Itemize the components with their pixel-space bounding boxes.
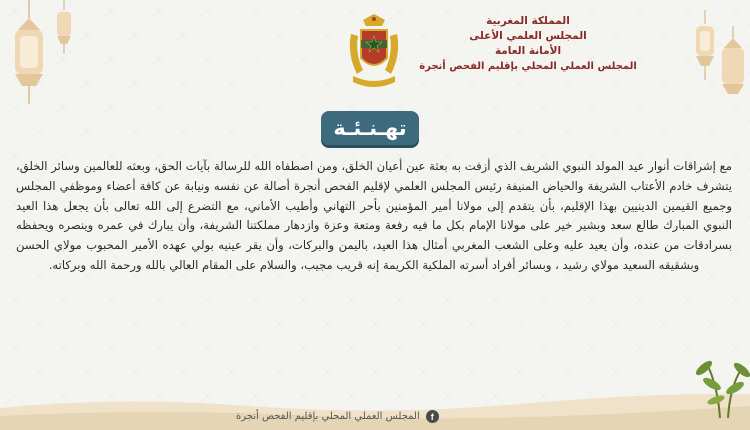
congratulation-message: مع إشراقات أنوار عيد المولد النبوي الشريف الذي أزفت به بعثة عين أعيان الخلق، ومن اصطفاه الله للرسالة بآيات الحق، وبعثه للعالمين وسائر الخلق، يتشرف خادم الأعتاب الشريفة والحياض المنيفة رئيس المجلس العلمي لإقليم الفحص أنجرة أصالة عن نفسه ونيابة عن كافة أعضاء وموظفي المجلس وجميع القيمين الدينيين بهذا الإقليم، بأن يتقدم إلى مولانا أمير المؤمنين بأحر التهاني وأطيب الأماني، مع التضرع إلى الله تعالى بأن يجعل هذا العيد النبوي المبارك طالع سعد وبشير خير على مولانا الإمام بكل ما فيه رفعة ومتعة وعزة وازدهار مملكتنا الشريفة، وأن يبارك في عمره وينصره ويحفظه بسرادقات من عنده، وأن يعيد عليه وعلى الشعب المغربي أمثال هذا العيد، باليمن والبركات، وأن يقر عينيه بولي عهده الأمير المحبوب مولاي الحسن وبشقيقه السعيد مولاي رشيد ، وبسائر أفراد أسرته الملكية الكريمة إنه قريب مجيب، والسلام على المقام العالي بالله ورحمة الله وبركاته. (16, 159, 732, 272)
kingdom-label: المملكة المغربية (486, 15, 570, 27)
secretariat-label: الأمانة العامة (494, 45, 562, 57)
facebook-icon[interactable]: f (426, 410, 439, 423)
lantern-left-large-icon (6, 0, 52, 110)
local-council-label: المجلس العملي المحلي بإقليم الفحص أنجرة (419, 61, 637, 72)
lantern-right-large-icon (715, 26, 750, 106)
footer-wave-decoration (0, 386, 750, 430)
high-council-label: المجلس العلمي الأعلى (469, 30, 587, 42)
footer-page-name: المجلس العملي المحلي بإقليم الفحص أنجرة (236, 411, 420, 422)
title-badge: تهـنـئـة (321, 111, 419, 145)
header-block (378, 14, 678, 74)
plant-decoration-icon (680, 338, 750, 418)
footer (0, 404, 750, 430)
footer-content (236, 410, 439, 423)
lantern-left-small-icon (52, 0, 76, 60)
